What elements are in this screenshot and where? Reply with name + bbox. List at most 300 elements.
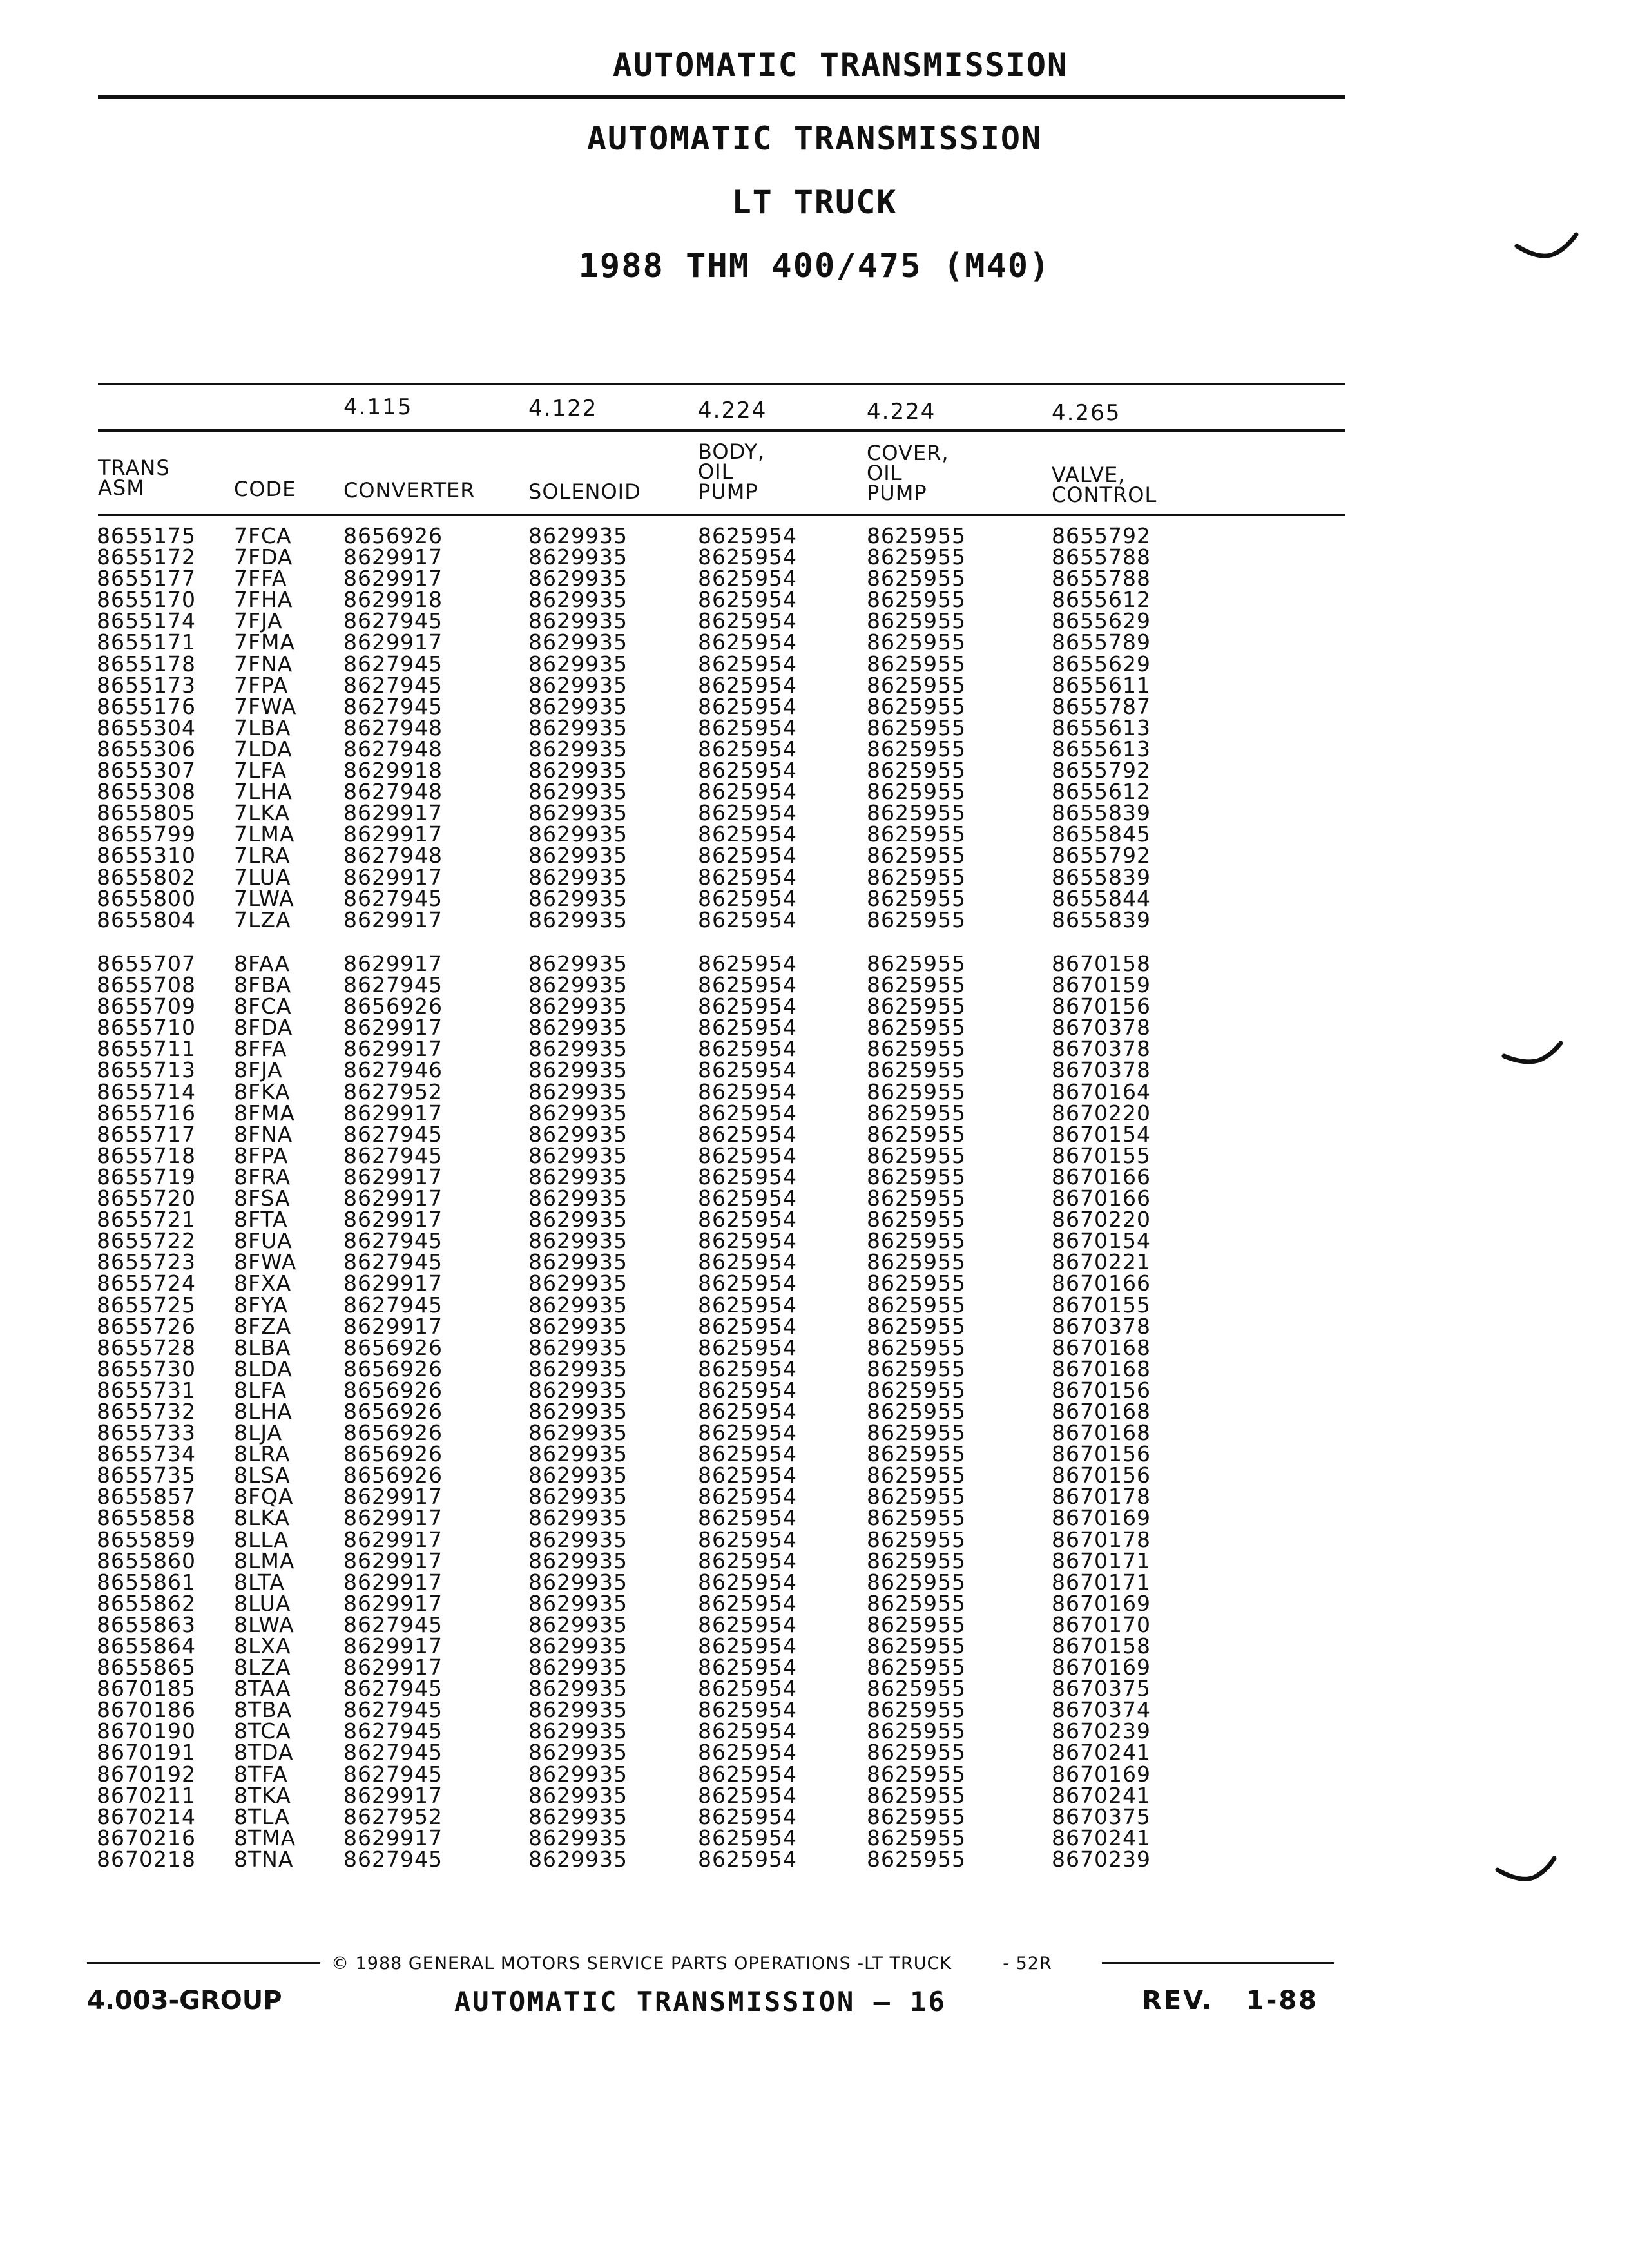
table-cell: 8629935: [528, 1164, 628, 1189]
table-cell: 8655734: [97, 1441, 196, 1467]
table-cell: 8FWA: [234, 1249, 297, 1275]
table-cell: 8670158: [1052, 951, 1151, 976]
table-row: [0, 823, 1629, 845]
table-cell: 8627945: [343, 972, 443, 998]
table-cell: 8670216: [97, 1825, 196, 1850]
table-cell: 8TMA: [234, 1825, 296, 1850]
table-cell: 8625954: [698, 800, 797, 826]
table-cell: 8625955: [867, 1782, 966, 1808]
table-cell: 8629935: [528, 1463, 628, 1488]
table-cell: 8LHA: [234, 1398, 293, 1424]
table-row: [0, 1465, 1629, 1486]
table-cell: 8655787: [1052, 693, 1151, 719]
table-row: [0, 1420, 1629, 1446]
table-cell: 8655711: [97, 1036, 196, 1062]
table-cell: 8LDA: [234, 1356, 293, 1381]
table-cell: 8656926: [343, 1377, 443, 1403]
table-cell: 8625954: [698, 779, 797, 805]
table-cell: 8625954: [698, 951, 797, 976]
table-cell: 8629935: [528, 1569, 628, 1595]
table-cell: 8625955: [867, 1377, 966, 1403]
table-cell: 8629935: [528, 1398, 628, 1424]
table-cell: 8TFA: [234, 1761, 288, 1787]
table-cell: 8629917: [343, 566, 443, 591]
table-cell: 8670221: [1052, 1249, 1151, 1275]
table-cell: 8625954: [698, 1356, 797, 1381]
table-cell: 8625955: [867, 1484, 966, 1510]
table-cell: 8625954: [698, 523, 797, 548]
column-header-line: SOLENOID: [528, 479, 641, 504]
table-row: [0, 1166, 1629, 1187]
table-cell: 8656926: [343, 1398, 443, 1424]
table-cell: 8629935: [528, 864, 628, 890]
table-cell: 8TNA: [234, 1846, 294, 1872]
table-row: [0, 800, 1629, 826]
table-cell: 8629935: [528, 1782, 628, 1808]
table-cell: 7LFA: [234, 758, 287, 783]
table-cell: 8655710: [97, 1015, 196, 1041]
table-cell: 8670220: [1052, 1207, 1151, 1233]
table-cell: 8655713: [97, 1057, 196, 1083]
table-cell: 8629935: [528, 1633, 628, 1658]
table-row: [0, 653, 1629, 675]
table-cell: 8670155: [1052, 1142, 1151, 1168]
table-cell: 8629935: [528, 1377, 628, 1403]
table-cell: 8629935: [528, 1526, 628, 1552]
table-cell: 8625954: [698, 1526, 797, 1552]
table-cell: 8670166: [1052, 1164, 1151, 1189]
table-cell: 8629935: [528, 651, 628, 677]
table-cell: 8670166: [1052, 1186, 1151, 1211]
table-cell: 8625954: [698, 1292, 797, 1318]
table-cell: 8670156: [1052, 994, 1151, 1019]
column-header-code: [234, 479, 296, 499]
table-cell: 8629917: [343, 1186, 443, 1211]
table-row: [0, 1273, 1629, 1294]
table-cell: 8670192: [97, 1761, 196, 1787]
table-cell: 8670168: [1052, 1398, 1151, 1424]
table-cell: 8670218: [97, 1846, 196, 1872]
table-row: [0, 1081, 1629, 1102]
table-cell: 8LWA: [234, 1611, 294, 1637]
table-cell: 8625954: [698, 1676, 797, 1702]
table-cell: 8629935: [528, 1825, 628, 1850]
column-header-line: TRANS: [98, 456, 170, 480]
table-cell: 7FDA: [234, 544, 293, 570]
table-cell: 8625954: [698, 994, 797, 1019]
table-cell: 8625954: [698, 1569, 797, 1595]
table-cell: 8629935: [528, 1740, 628, 1765]
table-cell: 8629935: [528, 608, 628, 634]
copyright-line: [331, 1954, 1052, 1974]
table-cell: 8625954: [698, 566, 797, 591]
table-cell: 8655839: [1052, 800, 1151, 826]
table-cell: 8625954: [698, 1611, 797, 1637]
table-cell: 8627948: [343, 736, 443, 762]
table-cell: 8629935: [528, 1015, 628, 1041]
group-number-converter: 4.115: [343, 394, 413, 420]
table-row: [0, 1059, 1629, 1081]
table-cell: 8625954: [698, 1121, 797, 1147]
table-cell: 8625955: [867, 779, 966, 805]
table-cell: 8625955: [867, 1697, 966, 1723]
table-row: [0, 1313, 1629, 1339]
table-cell: 8625955: [867, 864, 966, 890]
table-cell: 7LWA: [234, 885, 294, 911]
table-cell: 8655862: [97, 1590, 196, 1616]
column-header-line: PUMP: [867, 481, 927, 505]
copyright-text: © 1988 GENERAL MOTORS SERVICE PARTS OPERATIONS -LT TRUCK: [331, 1954, 952, 1974]
table-cell: 8625955: [867, 566, 966, 591]
table-cell: 8629935: [528, 1228, 628, 1254]
table-cell: 8629917: [343, 1505, 443, 1531]
table-cell: 8655718: [97, 1142, 196, 1168]
table-cell: 8625954: [698, 587, 797, 613]
table-cell: 8670214: [97, 1803, 196, 1829]
column-header-line: BODY,: [698, 439, 766, 464]
table-cell: 8625954: [698, 822, 797, 847]
group-number-rule: [98, 429, 1345, 432]
table-cell: 7FCA: [234, 523, 292, 548]
table-cell: 7LBA: [234, 715, 291, 740]
table-cell: 8670378: [1052, 1015, 1151, 1041]
table-cell: 8629935: [528, 672, 628, 698]
table-cell: 8TCA: [234, 1718, 291, 1744]
table-cell: 8625955: [867, 907, 966, 932]
table-cell: 8625955: [867, 1249, 966, 1275]
table-cell: 8655724: [97, 1271, 196, 1296]
table-cell: 8670171: [1052, 1548, 1151, 1573]
table-cell: 8625954: [698, 693, 797, 719]
table-cell: 8625954: [698, 1803, 797, 1829]
table-cell: 8670168: [1052, 1420, 1151, 1446]
table-cell: 8625955: [867, 1271, 966, 1296]
table-row: [0, 525, 1629, 546]
table-cell: 8625954: [698, 1164, 797, 1189]
table-cell: 8655174: [97, 608, 196, 634]
column-header-line: VALVE,: [1052, 463, 1126, 487]
table-cell: 8625955: [867, 1633, 966, 1658]
table-cell: 8670170: [1052, 1611, 1151, 1637]
table-row: [0, 1550, 1629, 1571]
table-cell: 8629935: [528, 1484, 628, 1510]
table-cell: 8655857: [97, 1484, 196, 1510]
table-cell: 8625954: [698, 1271, 797, 1296]
table-cell: 7FHA: [234, 587, 293, 613]
table-cell: 8670239: [1052, 1718, 1151, 1744]
table-row: [0, 717, 1629, 738]
table-cell: 8629935: [528, 1186, 628, 1211]
table-cell: 8656926: [343, 1356, 443, 1381]
table-cell: 8629935: [528, 1611, 628, 1637]
table-cell: 8625955: [867, 1676, 966, 1702]
column-header-line: CONTROL: [1052, 483, 1157, 507]
table-cell: 8655716: [97, 1100, 196, 1126]
table-cell: 8625955: [867, 587, 966, 613]
table-cell: 8625955: [867, 736, 966, 762]
table-cell: 8625955: [867, 1420, 966, 1446]
table-cell: 8629917: [343, 1526, 443, 1552]
table-cell: 8629917: [343, 1207, 443, 1233]
table-row: [0, 672, 1629, 698]
table-cell: 8625954: [698, 1655, 797, 1680]
table-cell: 8625955: [867, 523, 966, 548]
table-cell: 8629935: [528, 1334, 628, 1360]
table-cell: 8FKA: [234, 1079, 291, 1104]
table-cell: 8625954: [698, 1463, 797, 1488]
table-cell: 8625954: [698, 1590, 797, 1616]
table-cell: 8655719: [97, 1164, 196, 1189]
table-cell: 8625955: [867, 1313, 966, 1339]
table-cell: 8670378: [1052, 1036, 1151, 1062]
table-cell: 8625955: [867, 1526, 966, 1552]
table-cell: 8LRA: [234, 1441, 291, 1467]
table-cell: 8625955: [867, 1569, 966, 1595]
table-cell: 8625955: [867, 800, 966, 826]
table-cell: 8625955: [867, 1100, 966, 1126]
column-header-line: CODE: [234, 477, 296, 501]
table-cell: 8627945: [343, 1292, 443, 1318]
table-cell: 8655730: [97, 1356, 196, 1381]
table-cell: 8625955: [867, 1142, 966, 1168]
table-cell: 8655175: [97, 523, 196, 548]
table-cell: 8625955: [867, 1740, 966, 1765]
table-cell: 8655860: [97, 1548, 196, 1573]
column-header-line: OIL: [867, 461, 903, 485]
table-row: [0, 546, 1629, 568]
table-cell: 8FPA: [234, 1142, 289, 1168]
table-cell: 8625955: [867, 1846, 966, 1872]
table-cell: 8655177: [97, 566, 196, 591]
table-row: [0, 1782, 1629, 1808]
table-cell: 8655708: [97, 972, 196, 998]
table-cell: 8629917: [343, 864, 443, 890]
table-cell: 8655720: [97, 1186, 196, 1211]
table-row: [0, 1611, 1629, 1637]
table-cell: 8FQA: [234, 1484, 294, 1510]
table-row: [0, 885, 1629, 911]
group-number-solenoid: 4.122: [528, 396, 598, 421]
table-cell: 8LXA: [234, 1633, 291, 1658]
check-mark-icon: [1514, 232, 1579, 264]
table-cell: 8FXA: [234, 1271, 292, 1296]
table-cell: 8627952: [343, 1803, 443, 1829]
table-cell: 8655804: [97, 907, 196, 932]
table-cell: 8656926: [343, 994, 443, 1019]
table-cell: 8625955: [867, 651, 966, 677]
table-cell: 8629935: [528, 907, 628, 932]
table-cell: 8655845: [1052, 822, 1151, 847]
table-cell: 8625954: [698, 1548, 797, 1573]
table-cell: 8629935: [528, 1036, 628, 1062]
table-cell: 8655612: [1052, 779, 1151, 805]
table-cell: 8670220: [1052, 1100, 1151, 1126]
table-cell: 8629935: [528, 1356, 628, 1381]
table-cell: 8629935: [528, 715, 628, 740]
table-cell: 8655733: [97, 1420, 196, 1446]
table-row: [0, 864, 1629, 890]
table-cell: 7FNA: [234, 651, 293, 677]
table-cell: 8655721: [97, 1207, 196, 1233]
table-cell: 8629935: [528, 523, 628, 548]
table-cell: 7FPA: [234, 672, 289, 698]
table-cell: 8625954: [698, 1228, 797, 1254]
table-cell: 8625955: [867, 672, 966, 698]
table-cell: 8625954: [698, 1015, 797, 1041]
table-cell: 8670169: [1052, 1655, 1151, 1680]
table-cell: 8625954: [698, 1825, 797, 1850]
table-cell: 8629935: [528, 544, 628, 570]
table-cell: 8625955: [867, 1292, 966, 1318]
table-cell: 8TDA: [234, 1740, 294, 1765]
table-cell: 8TBA: [234, 1697, 293, 1723]
table-cell: 8625955: [867, 544, 966, 570]
table-cell: 8627945: [343, 1740, 443, 1765]
column-header-rule: [98, 514, 1345, 516]
table-cell: 8655307: [97, 758, 196, 783]
table-cell: 8LFA: [234, 1377, 287, 1403]
table-cell: 7LKA: [234, 800, 291, 826]
table-cell: 8629935: [528, 1718, 628, 1744]
table-cell: 8629935: [528, 1271, 628, 1296]
table-cell: 8655173: [97, 672, 196, 698]
table-row: [0, 1803, 1629, 1829]
table-cell: 8670155: [1052, 1292, 1151, 1318]
table-cell: 8627945: [343, 1718, 443, 1744]
table-cell: 8LJA: [234, 1420, 283, 1446]
table-cell: 8655717: [97, 1121, 196, 1147]
table-row: [0, 1294, 1629, 1316]
section-page-label: AUTOMATIC TRANSMISSION — 16: [454, 1986, 947, 2017]
table-cell: 8625955: [867, 715, 966, 740]
table-row: [0, 693, 1629, 719]
table-row: [0, 1443, 1629, 1465]
table-cell: 8625954: [698, 1334, 797, 1360]
table-cell: 8625955: [867, 1036, 966, 1062]
table-cell: 8655792: [1052, 843, 1151, 869]
table-row: [0, 1763, 1629, 1785]
table-cell: 8625955: [867, 1548, 966, 1573]
table-cell: 8625955: [867, 1121, 966, 1147]
table-cell: 8655865: [97, 1655, 196, 1680]
table-cell: 8627945: [343, 651, 443, 677]
table-cell: 8655709: [97, 994, 196, 1019]
table-row: [0, 1251, 1629, 1273]
table-cell: 8629935: [528, 800, 628, 826]
table-cell: 8627948: [343, 779, 443, 805]
table-cell: 8655799: [97, 822, 196, 847]
table-cell: 8629935: [528, 1292, 628, 1318]
table-cell: 8625954: [698, 1441, 797, 1467]
table-row: [0, 1571, 1629, 1593]
table-cell: 8TLA: [234, 1803, 290, 1829]
table-row: [0, 1846, 1629, 1872]
table-cell: 8627946: [343, 1057, 443, 1083]
table-cell: 8625955: [867, 1803, 966, 1829]
table-cell: 8629917: [343, 1313, 443, 1339]
table-cell: 8629935: [528, 1655, 628, 1680]
table-cell: 8LZA: [234, 1655, 291, 1680]
table-cell: 8629935: [528, 1420, 628, 1446]
table-cell: 8670375: [1052, 1676, 1151, 1702]
table-cell: 8655170: [97, 587, 196, 613]
table-row: [0, 1036, 1629, 1062]
table-row: [0, 1590, 1629, 1616]
table-cell: 8629917: [343, 1100, 443, 1126]
table-top-rule: [98, 383, 1345, 385]
table-cell: 8629917: [343, 1548, 443, 1573]
table-cell: 8655864: [97, 1633, 196, 1658]
column-header-line: COVER,: [867, 441, 949, 465]
table-cell: 8655707: [97, 951, 196, 976]
table-cell: 8670178: [1052, 1484, 1151, 1510]
table-cell: 8625955: [867, 1611, 966, 1637]
table-row: [0, 1102, 1629, 1124]
table-cell: 8629935: [528, 1846, 628, 1872]
table-cell: 8655629: [1052, 608, 1151, 634]
column-header-line: OIL: [698, 459, 734, 484]
table-cell: 8625955: [867, 1057, 966, 1083]
table-cell: 8LSA: [234, 1463, 291, 1488]
table-cell: 8625954: [698, 629, 797, 655]
table-cell: 8625954: [698, 1633, 797, 1658]
table-cell: 8655725: [97, 1292, 196, 1318]
table-cell: 8LBA: [234, 1334, 291, 1360]
table-cell: 8655629: [1052, 651, 1151, 677]
table-row: [0, 1379, 1629, 1401]
table-cell: 8625955: [867, 1079, 966, 1104]
table-cell: 8627945: [343, 1761, 443, 1787]
table-cell: 8629935: [528, 822, 628, 847]
table-cell: 8670374: [1052, 1697, 1151, 1723]
table-row: [0, 568, 1629, 589]
table-cell: 8629917: [343, 907, 443, 932]
table-cell: 8625955: [867, 1015, 966, 1041]
table-cell: 8629935: [528, 587, 628, 613]
table-cell: 8FSA: [234, 1186, 291, 1211]
table-cell: 8656926: [343, 1420, 443, 1446]
column-header-line: CONVERTER: [343, 478, 476, 503]
table-cell: 8656926: [343, 1334, 443, 1360]
table-cell: 8655613: [1052, 736, 1151, 762]
table-cell: 8629917: [343, 629, 443, 655]
table-cell: 8670169: [1052, 1761, 1151, 1787]
table-cell: 8FUA: [234, 1228, 293, 1254]
table-cell: 8625954: [698, 1740, 797, 1765]
table-cell: 8629935: [528, 843, 628, 869]
table-cell: 7LHA: [234, 779, 293, 805]
table-cell: 8670156: [1052, 1377, 1151, 1403]
table-cell: 8629935: [528, 1761, 628, 1787]
table-cell: 8FBA: [234, 972, 292, 998]
table-cell: 8655714: [97, 1079, 196, 1104]
table-cell: 8655802: [97, 864, 196, 890]
table-cell: 8625955: [867, 951, 966, 976]
document-subtitle: LT TRUCK: [731, 184, 898, 221]
table-cell: 8629917: [343, 951, 443, 976]
table-row: [0, 1398, 1629, 1424]
table-cell: 8625955: [867, 822, 966, 847]
table-row: [0, 1827, 1629, 1849]
table-cell: 8655310: [97, 843, 196, 869]
table-cell: 8625954: [698, 608, 797, 634]
table-cell: 8670239: [1052, 1846, 1151, 1872]
table-cell: 8629917: [343, 1015, 443, 1041]
table-cell: 8LMA: [234, 1548, 295, 1573]
table-row: [0, 1526, 1629, 1552]
table-cell: 8FZA: [234, 1313, 292, 1339]
table-cell: 8670164: [1052, 1079, 1151, 1104]
